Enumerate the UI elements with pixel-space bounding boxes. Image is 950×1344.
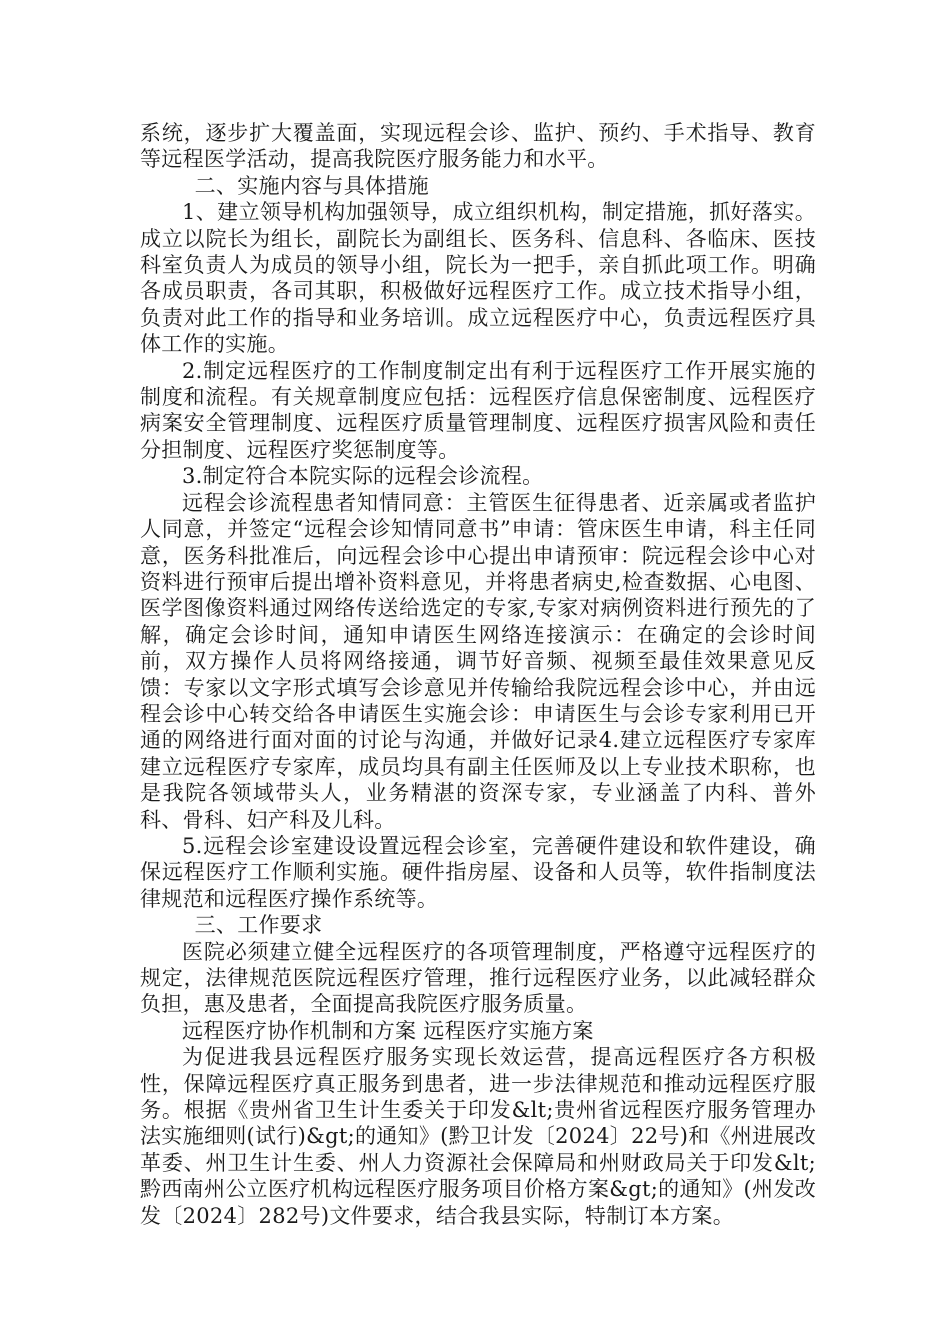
paragraph-plan-intro: 为促进我县远程医疗服务实现长效运营，提高远程医疗各方积极性，保障远程医疗真正服务到患者，进一步法律规范和推动远程医疗服务。根据《贵州省卫生计生委关于印发&lt;贵州省远程医疗服务管理办法实施细则(试行)&gt;的通知》(黔卫计发〔2024〕22号)和《州进展改革委、州卫生计生委、州人力资源社会保障局和州财政局关于印发&lt;黔西南州公立医疗机构远程医疗服务项目价格方案&gt;的通知》(州发改发〔2024〕282号)文件要求，结合我县实际，特制订本方案。 <box>140 1045 816 1228</box>
paragraph-work-system: 2.制定远程医疗的工作制度制定出有利于远程医疗工作开展实施的制度和流程。有关规章制度应包括：远程医疗信息保密制度、远程医疗病案安全管理制度、远程医疗质量管理制度、远程医疗损害风险和责任分担制度、远程医疗奖惩制度等。 <box>140 358 816 462</box>
paragraph-leadership: 1、建立领导机构加强领导，成立组织机构，制定措施，抓好落实。成立以院长为组长，副院长为副组长、医务科、信息科、各临床、医技科室负责人为成员的领导小组，院长为一把手，亲自抓此项工作。明确各成员职责，各司其职，积极做好远程医疗工作。成立技术指导小组，负责对此工作的指导和业务培训。成立远程医疗中心，负责远程医疗具体工作的实施。 <box>140 200 816 357</box>
section-heading-requirements: 三、工作要求 <box>194 913 323 938</box>
paragraph-consult-process-title: 3.制定符合本院实际的远程会诊流程。 <box>182 464 544 489</box>
paragraph-plan-title: 远程医疗协作机制和方案 远程医疗实施方案 <box>182 1018 594 1043</box>
section-heading-measures: 二、实施内容与具体措施 <box>194 173 429 198</box>
paragraph-consult-process: 远程会诊流程患者知情同意：主管医生征得患者、近亲属或者监护人同意，并签定“远程会诊知情同意书”申请：管床医生申请，科主任同意，医务科批准后，向远程会诊中心提出申请预审：院远程会诊中心对资料进行预审后提出增补资料意见，并将患者病史,检查数据、心电图、医学图像资料通过网络传送给选定的专家,专家对病例资料进行预先的了解，确定会诊时间，通知申请医生网络连接演示：在确定的会诊时间前，双方操作人员将网络接通，调节好音频、视频至最佳效果意见反馈：专家以文字形式填写会诊意见并传输给我院远程会诊中心，并由远程会诊中心转交给各申请医生实施会诊：申请医生与会诊专家利用已开通的网络进行面对面的讨论与沟通，并做好记录4.建立远程医疗专家库建立远程医疗专家库，成员均具有副主任医师及以上专业技术职称，也是我院各领域带头人，业务精湛的资深专家，专业涵盖了内科、普外科、骨科、妇产科及儿科。 <box>140 490 816 832</box>
paragraph-consult-room: 5.远程会诊室建设设置远程会诊室，完善硬件建设和软件建设，确保远程医疗工作顺利实施。硬件指房屋、设备和人员等，软件指制度法律规范和远程医疗操作系统等。 <box>140 833 816 911</box>
document-page <box>140 120 816 1229</box>
paragraph-intro: 系统，逐步扩大覆盖面，实现远程会诊、监护、预约、手术指导、教育等远程医学活动，提高我院医疗服务能力和水平。 <box>140 121 816 172</box>
paragraph-requirements: 医院必须建立健全远程医疗的各项管理制度，严格遵守远程医疗的规定，法律规范医院远程医疗管理，推行远程医疗业务，以此减轻群众负担，惠及患者，全面提高我院医疗服务质量。 <box>140 939 816 1017</box>
